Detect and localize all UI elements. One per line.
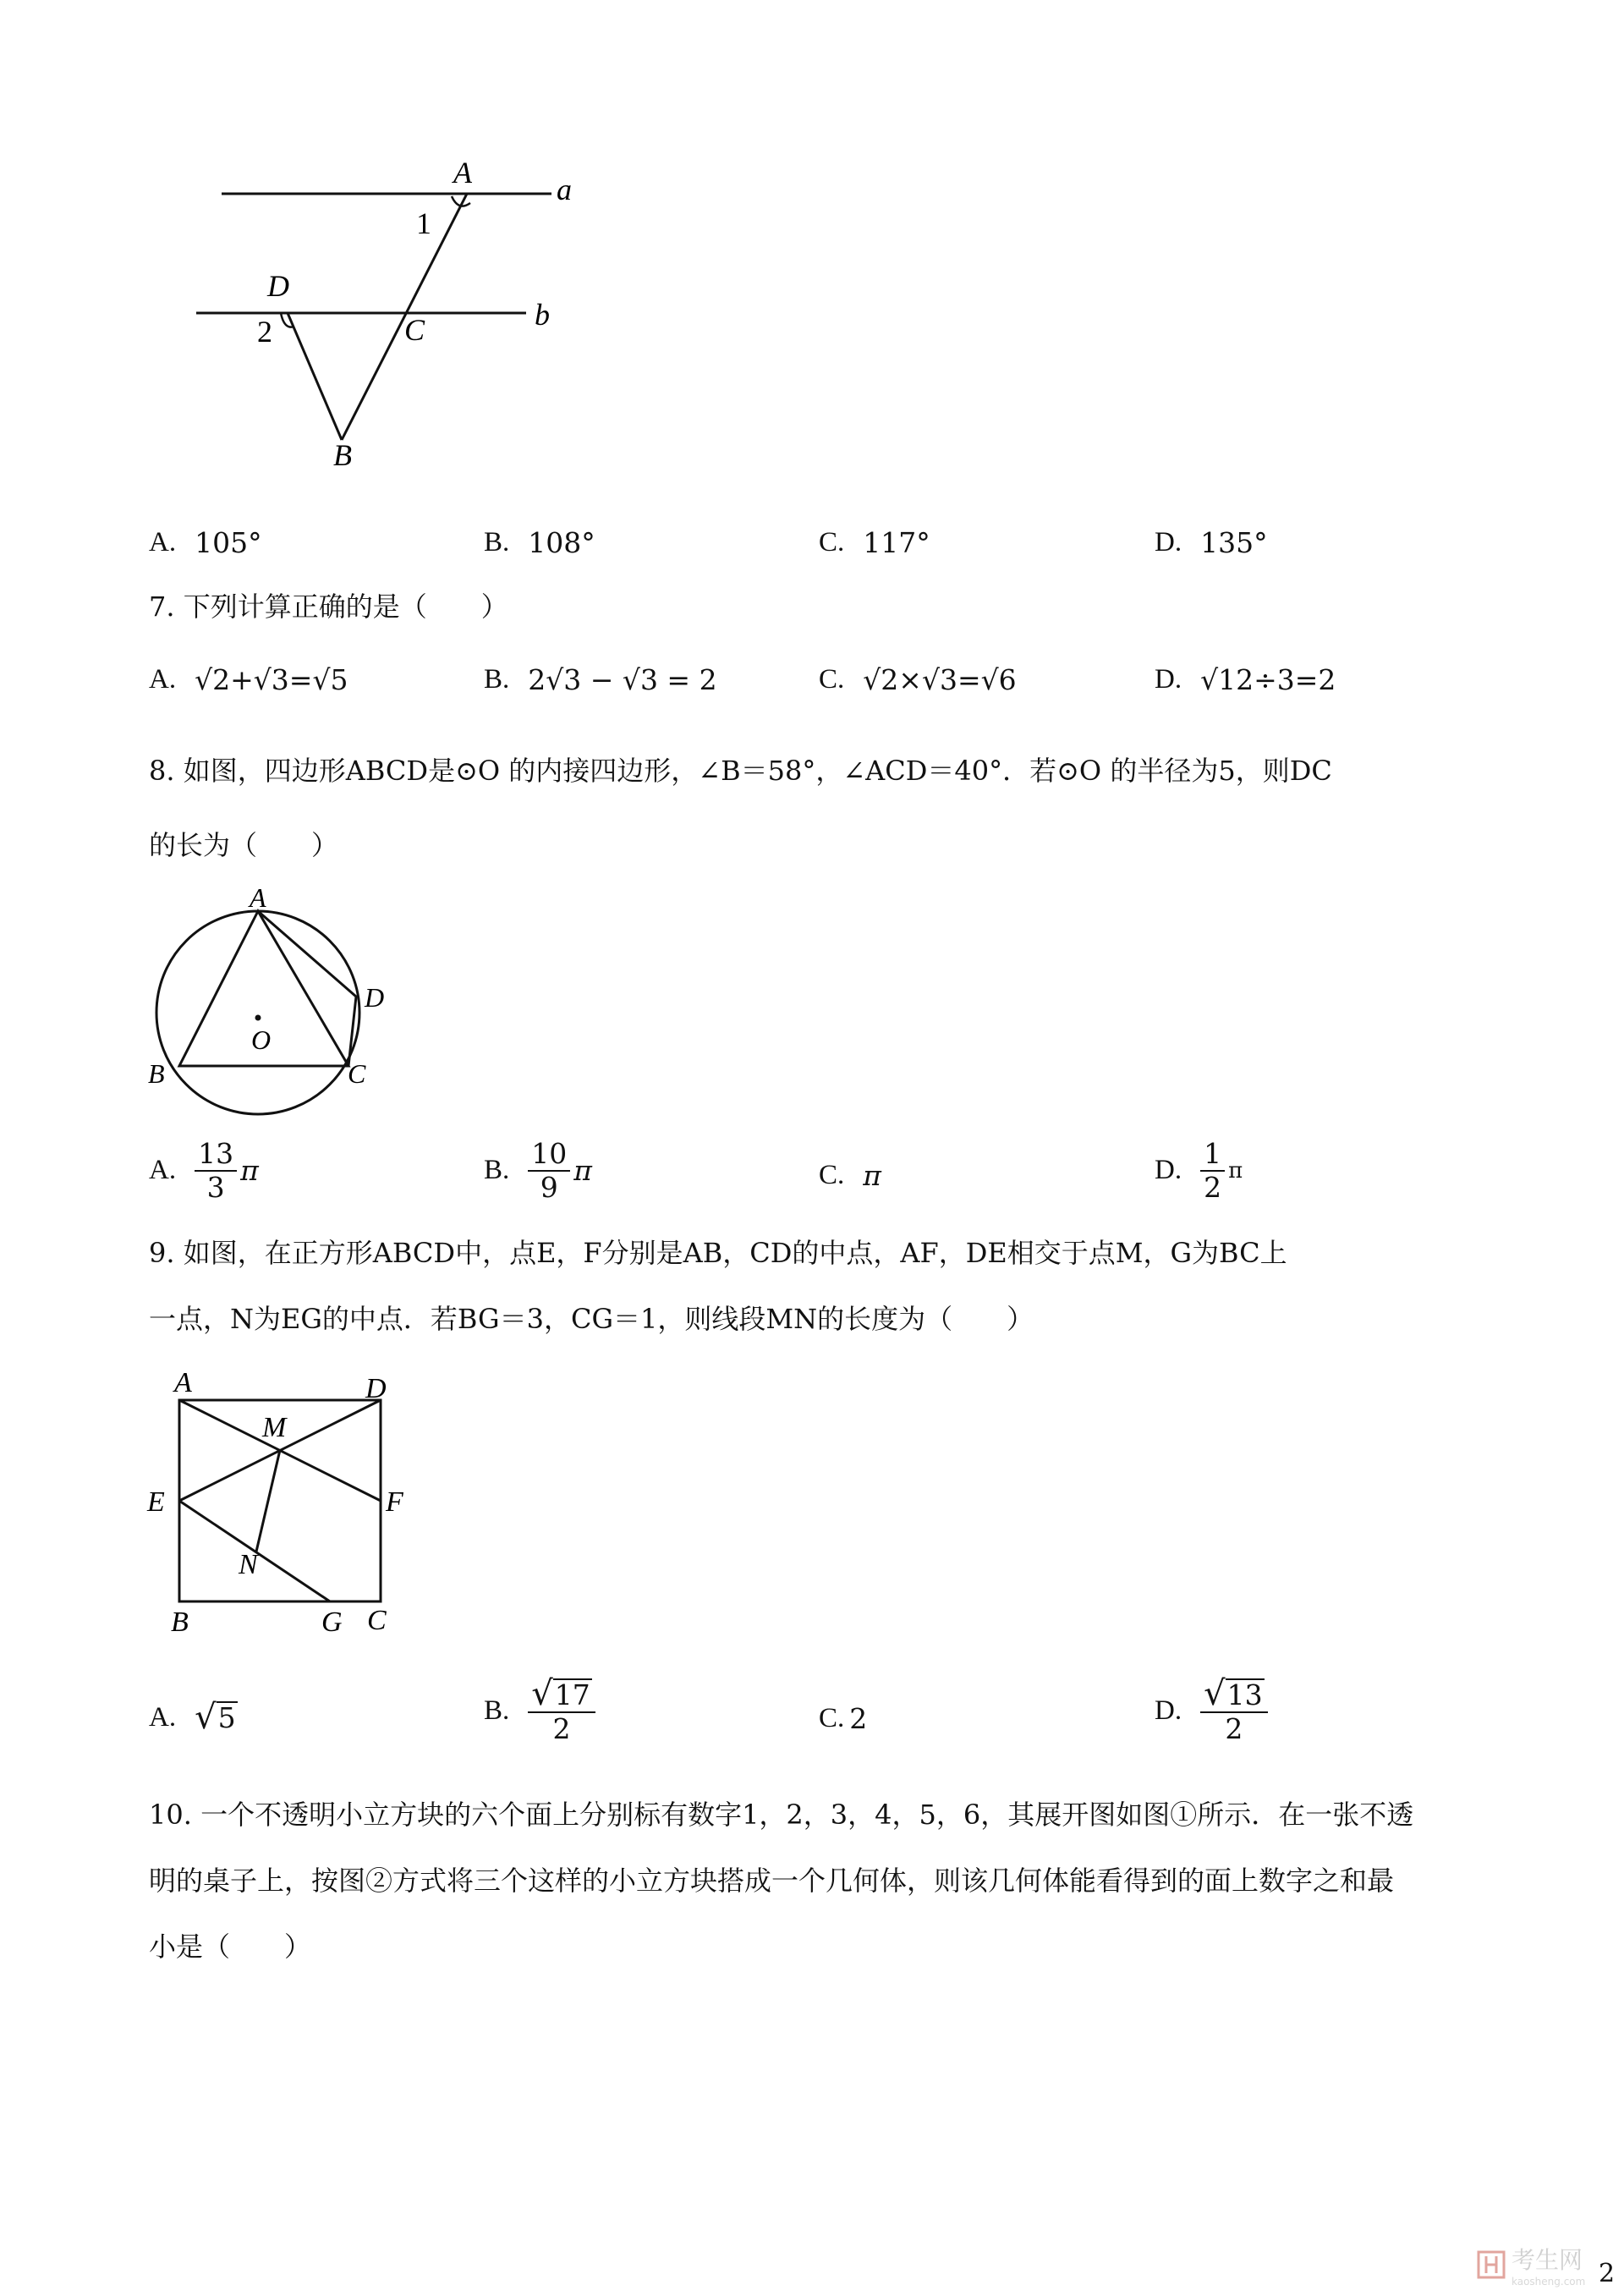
q9-stem-line2: 一点，N为EG的中点．若BG＝3，CG＝1，则线段MN的长度为（ ） bbox=[149, 1303, 1034, 1335]
q8-option-a: A. $\frac{13}{3}$ π bbox=[149, 1137, 259, 1204]
watermark-icon bbox=[1476, 2249, 1506, 2280]
q8-option-c: C. π bbox=[819, 1159, 881, 1192]
q8-label-C: C bbox=[348, 1058, 366, 1089]
q9-label-A: A bbox=[174, 1367, 192, 1398]
q6-label-D: D bbox=[267, 269, 289, 303]
watermark-subtext: kaosheng.com bbox=[1512, 2276, 1586, 2288]
q9-label-M: M bbox=[262, 1412, 287, 1443]
q9-option-a-radicand: 5 bbox=[217, 1700, 236, 1734]
q9-option-a: A. √ 5 bbox=[149, 1698, 236, 1737]
q7-option-a: A. √2+√3=√5 bbox=[149, 663, 348, 696]
q8-option-c-pi: π bbox=[863, 1159, 881, 1192]
q6-label-2: 2 bbox=[257, 315, 272, 349]
q9-label-E: E bbox=[147, 1486, 165, 1518]
q9-option-b-den: 2 bbox=[552, 1711, 571, 1745]
q9-option-b: B. $\frac{√17}{2}$ bbox=[484, 1677, 599, 1745]
q6-option-b: B. 108° bbox=[484, 526, 595, 559]
q6-label-C: C bbox=[404, 313, 425, 347]
q8-stem-line1: 8. 如图，四边形ABCD是⊙O 的内接四边形，∠B＝58°，∠ACD＝40°．若⊙O 的半径为5，则DC bbox=[149, 755, 1332, 787]
q8-option-d-num: 1 bbox=[1200, 1138, 1225, 1172]
q7-option-c: C. √2×√3=√6 bbox=[819, 663, 1017, 696]
q8-figure bbox=[140, 888, 410, 1134]
q9-option-b-radicand: 17 bbox=[554, 1678, 590, 1711]
q9-label-G: G bbox=[321, 1607, 343, 1638]
q10-line3: 小是（ ） bbox=[149, 1931, 312, 1963]
q6-figure bbox=[186, 152, 592, 474]
q6-label-b: b bbox=[535, 298, 550, 332]
q10-line2: 明的桌子上，按图②方式将三个这样的小立方块搭成一个几何体，则该几何体能看得到的面上数字之和最 bbox=[149, 1865, 1395, 1897]
q8-option-b: B. $\frac{10}{9}$ π bbox=[484, 1137, 592, 1204]
q10-line1: 10. 一个不透明小立方块的六个面上分别标有数字1，2，3，4，5，6，其展开图如图①所示．在一张不透 bbox=[149, 1799, 1414, 1831]
watermark-text: 考生网 bbox=[1512, 2246, 1583, 2274]
q9-label-D: D bbox=[365, 1373, 387, 1404]
q7-stem: 7. 下列计算正确的是（ ） bbox=[149, 590, 508, 623]
q9-option-c-value: 2 bbox=[849, 1702, 868, 1735]
q6-option-c: C. 117° bbox=[819, 526, 930, 559]
q7-option-a-expr: √2+√3=√5 bbox=[195, 663, 348, 696]
q6-option-d: D. 135° bbox=[1155, 526, 1268, 559]
q8-option-b-num: 10 bbox=[528, 1138, 570, 1172]
q9-option-d-radicand: 13 bbox=[1226, 1678, 1263, 1711]
q8-label-A: A bbox=[250, 888, 266, 913]
q7-option-c-expr: √2×√3=√6 bbox=[863, 663, 1017, 696]
q8-option-a-num: 13 bbox=[195, 1138, 237, 1172]
q9-label-F: F bbox=[386, 1486, 403, 1518]
q6-label-a: a bbox=[557, 173, 572, 206]
q9-label-N: N bbox=[239, 1549, 258, 1580]
q8-option-b-pi: π bbox=[573, 1154, 592, 1188]
q8-label-D: D bbox=[365, 982, 385, 1013]
q6-label-1: 1 bbox=[416, 206, 431, 240]
q9-figure bbox=[144, 1362, 431, 1641]
q6-option-d-value: 135° bbox=[1200, 526, 1268, 559]
q7-option-d-expr: √12÷3=2 bbox=[1200, 663, 1336, 696]
q6-option-a-value: 105° bbox=[195, 526, 262, 559]
q6-option-b-value: 108° bbox=[528, 526, 595, 559]
q8-option-a-den: 3 bbox=[206, 1170, 225, 1204]
q8-option-d-den: 2 bbox=[1204, 1170, 1222, 1204]
q9-label-B: B bbox=[171, 1607, 189, 1638]
q7-option-d: D. √12÷3=2 bbox=[1155, 663, 1336, 696]
q9-stem-line1: 9. 如图，在正方形ABCD中，点E，F分别是AB，CD的中点，AF，DE相交于点M，G为BC上 bbox=[149, 1237, 1287, 1269]
q8-stem-line2: 的长为（ ） bbox=[149, 829, 339, 861]
q9-option-d: D. $\frac{√13}{2}$ bbox=[1155, 1677, 1271, 1745]
q8-option-a-pi: π bbox=[240, 1154, 259, 1188]
q7-option-b-expr: 2√3 − √3 = 2 bbox=[528, 663, 717, 696]
q8-option-d: D. $\frac{1}{2}$ π bbox=[1155, 1137, 1243, 1204]
q9-option-d-den: 2 bbox=[1225, 1711, 1243, 1745]
q9-label-C: C bbox=[367, 1605, 387, 1636]
q6-label-A: A bbox=[453, 156, 472, 190]
q8-option-b-den: 9 bbox=[540, 1170, 558, 1204]
q9-option-c: C. 2 bbox=[819, 1702, 868, 1735]
page-number: 2 bbox=[1599, 2259, 1616, 2288]
q7-option-b: B. 2√3 − √3 = 2 bbox=[484, 663, 717, 696]
q6-label-B: B bbox=[333, 438, 352, 472]
q8-label-B: B bbox=[148, 1058, 165, 1089]
q6-option-c-value: 117° bbox=[863, 526, 930, 559]
watermark-logo bbox=[1476, 2242, 1585, 2288]
q8-option-d-pi: π bbox=[1228, 1157, 1243, 1184]
q8-label-O: O bbox=[251, 1024, 272, 1055]
q6-option-a: A. 105° bbox=[149, 526, 262, 559]
